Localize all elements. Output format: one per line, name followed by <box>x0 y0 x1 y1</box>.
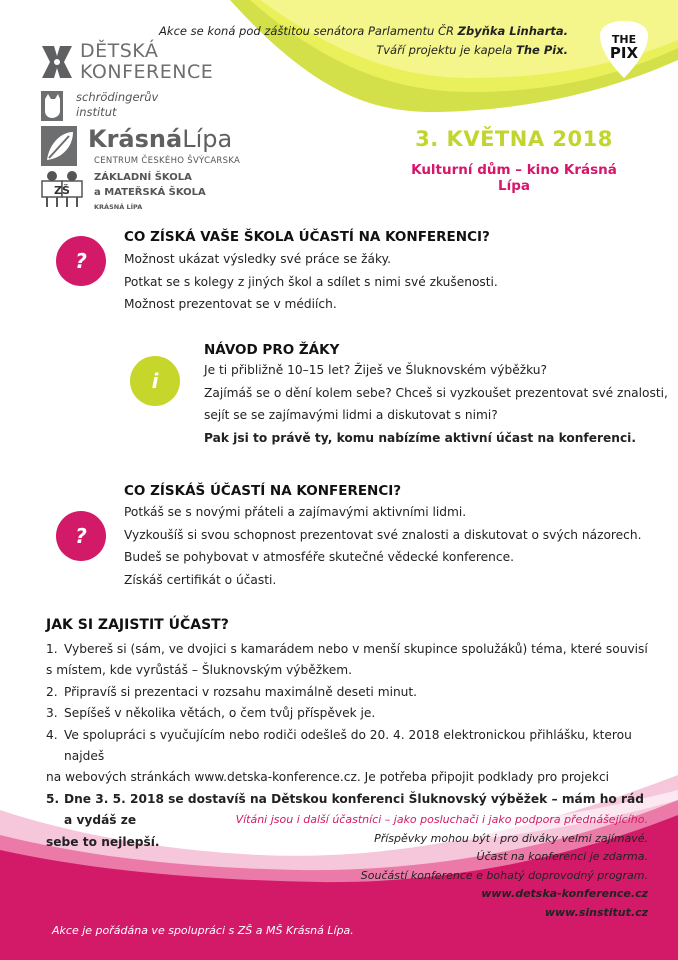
logo-dk-line2: KONFERENCE <box>80 61 214 83</box>
bottom-note: Akce je pořádána ve spolupráci s ZŠ a MŠ Krásná Lípa. <box>52 924 354 937</box>
schrodinger-cat-icon <box>41 91 63 121</box>
pick-text-2: PIX <box>609 44 639 62</box>
school-children-icon <box>40 170 84 208</box>
section-3-title: CO ZÍSKÁŠ ÚČASTÍ NA KONFERENCI? <box>124 483 402 499</box>
question-icon: ? <box>56 236 106 286</box>
step-1: 1. Vybereš si (sám, ve dvojici s kamarádem nebo v menší skupince spolužáků) téma, které souvisí s místem, kde vyrůstáš – Šluknovským výběžkem. <box>46 642 648 678</box>
footer-note-4: Součástí konference e bohatý doprovodný program. <box>360 868 648 882</box>
footer-note-2: Příspěvky mohou být i pro diváky velmi zajímavé. <box>374 831 648 845</box>
krasna-lipa-leaf-icon <box>41 126 77 166</box>
section-1-body: Možnost ukázat výsledky své práce se žáky. Potkat se s kolegy z jiných škol a sdílet s nimi své zkušenosti. Možnost prezentovat se v médiích. <box>124 252 498 311</box>
info-icon: i <box>130 356 180 406</box>
krasna-lipa-name: KrásnáLípa <box>88 125 233 153</box>
footer-note-1: Vítáni jsou i další účastníci – jako posluchači i jako podpora přednášejícího. <box>235 813 648 826</box>
krasna-lipa-subtitle: CENTRUM ČESKÉHO ŠVÝCARSKA <box>94 156 241 166</box>
question-icon: ? <box>56 511 106 561</box>
section-1-title: CO ZÍSKÁ VAŠE ŠKOLA ÚČASTÍ NA KONFERENCI? <box>124 229 490 245</box>
section-2-title: NÁVOD PRO ŽÁKY <box>204 342 340 358</box>
event-date: 3. KVĚTNA 2018 <box>415 127 613 151</box>
school-icon-letters: ZŠ <box>54 184 70 197</box>
event-venue: Kulturní dům – kino Krásná Lípa <box>411 162 617 194</box>
pick-text-1: THE <box>611 33 637 46</box>
logo-dk-line1: DĚTSKÁ <box>80 40 159 62</box>
patronage-line-2: Tváří projektu je kapela The Pix. <box>376 43 568 57</box>
footer-web-link-2[interactable]: www.sinstitut.cz <box>544 905 648 919</box>
step-5: 5. Dne 3. 5. 2018 se dostavíš na Dětskou konferenci Šluknovský výběžek – mám ho rád a vydáš ze sebe to nejlepší. <box>46 791 644 849</box>
dk-x-logo-icon <box>40 42 74 82</box>
step-3: 3. Sepíšeš v několika větách, o čem tvůj příspěvek je. <box>46 706 376 721</box>
step-4: 4. Ve spolupráci s vyučujícím nebo rodiči odešleš do 20. 4. 2018 elektronickou přihlášku, kterou najdeš na webových stránkách www.detska-konference.cz. Je potřeba připojit podklady pro projekci <box>46 727 632 785</box>
the-pix-logo <box>596 18 652 80</box>
patronage-line-1: Akce se koná pod záštitou senátora Parlamentu ČR Zbyňka Linharta. <box>159 24 568 38</box>
footer-note-3: Účast na konferenci je zdarma. <box>476 850 648 863</box>
patronage-text <box>159 22 568 60</box>
section-2-body: Je ti přibližně 10–15 let? Žiješ ve Šluknovském výběžku? Zajímáš se o dění kolem sebe? Chceš si vyzkoušet prezentovat své znalosti, sejít se se zajímavými lidmi a diskutovat s nimi? Pak jsi to právě ty, komu nabízíme aktivní účast na konferenci. <box>204 363 668 445</box>
school-line1: ZÁKLADNÍ ŠKOLA <box>94 172 192 183</box>
school-line2: a MATEŘSKÁ ŠKOLA <box>94 187 206 198</box>
section-3-body: Potkáš se s novými přáteli a zajímavými aktivními lidmi. Vyzkoušíš si svou schopnost prezentovat své znalosti a diskutovat o svých názorech. Budeš se pohybovat v atmosféře skutečné vědecké konference. Získáš certifikát o účasti. <box>124 505 642 587</box>
schrodinger-text: schrödingerův institut <box>76 90 159 119</box>
step-2: 2. Připravíš si prezentaci v rozsahu maximálně deseti minut. <box>46 684 418 699</box>
footer-web-link-1[interactable]: www.detska-konference.cz <box>481 887 648 900</box>
footer-notes <box>236 811 648 922</box>
school-line3: KRÁSNÁ LÍPA <box>94 203 143 211</box>
howto-title: JAK SI ZAJISTIT ÚČAST? <box>46 617 229 633</box>
